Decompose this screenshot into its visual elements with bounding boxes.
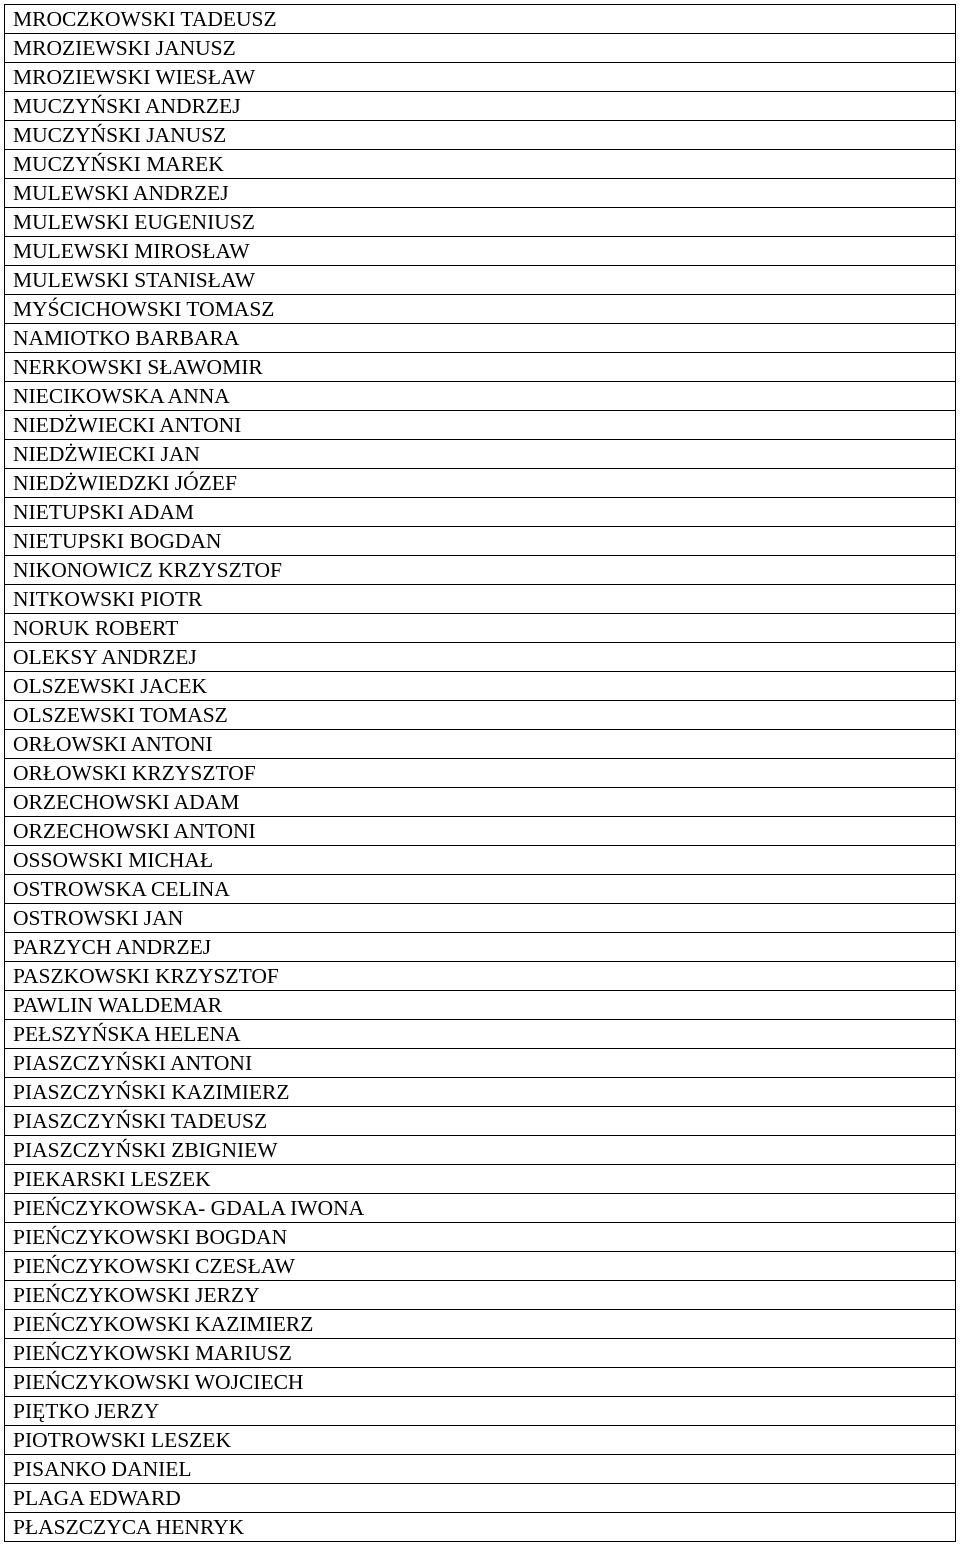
table-row <box>5 1107 956 1136</box>
table-row <box>5 63 956 92</box>
table-row <box>5 1339 956 1368</box>
table-row <box>5 121 956 150</box>
name-cell: PASZKOWSKI KRZYSZTOF <box>5 962 956 991</box>
name-cell: PIEŃCZYKOWSKI KAZIMIERZ <box>5 1310 956 1339</box>
name-cell: OLSZEWSKI TOMASZ <box>5 701 956 730</box>
name-cell: ORZECHOWSKI ADAM <box>5 788 956 817</box>
name-cell: OSTROWSKI JAN <box>5 904 956 933</box>
name-cell: PIASZCZYŃSKI ZBIGNIEW <box>5 1136 956 1165</box>
table-row <box>5 353 956 382</box>
table-row <box>5 556 956 585</box>
name-cell: NIECIKOWSKA ANNA <box>5 382 956 411</box>
table-row <box>5 730 956 759</box>
name-cell: PIEKARSKI LESZEK <box>5 1165 956 1194</box>
name-cell: OSSOWSKI MICHAŁ <box>5 846 956 875</box>
name-cell: NIKONOWICZ KRZYSZTOF <box>5 556 956 585</box>
name-cell: PIĘTKO JERZY <box>5 1397 956 1426</box>
name-cell: MUCZYŃSKI ANDRZEJ <box>5 92 956 121</box>
table-row <box>5 1020 956 1049</box>
name-cell: NIETUPSKI BOGDAN <box>5 527 956 556</box>
name-cell: MULEWSKI ANDRZEJ <box>5 179 956 208</box>
name-cell: PIEŃCZYKOWSKI WOJCIECH <box>5 1368 956 1397</box>
name-cell: NIEDŻWIECKI ANTONI <box>5 411 956 440</box>
name-cell: MYŚCICHOWSKI TOMASZ <box>5 295 956 324</box>
name-cell: PIEŃCZYKOWSKI BOGDAN <box>5 1223 956 1252</box>
name-cell: MROZIEWSKI WIESŁAW <box>5 63 956 92</box>
name-cell: PIEŃCZYKOWSKI JERZY <box>5 1281 956 1310</box>
name-cell: OLSZEWSKI JACEK <box>5 672 956 701</box>
table-row <box>5 34 956 63</box>
table-row <box>5 1397 956 1426</box>
name-cell: NAMIOTKO BARBARA <box>5 324 956 353</box>
table-row <box>5 382 956 411</box>
table-row <box>5 237 956 266</box>
table-row <box>5 701 956 730</box>
name-cell: MROCZKOWSKI TADEUSZ <box>5 5 956 34</box>
table-row <box>5 1426 956 1455</box>
name-cell: ORZECHOWSKI ANTONI <box>5 817 956 846</box>
name-cell: NIEDŻWIECKI JAN <box>5 440 956 469</box>
table-row <box>5 875 956 904</box>
table-row <box>5 498 956 527</box>
table-row <box>5 991 956 1020</box>
table-row <box>5 92 956 121</box>
name-cell: MUCZYŃSKI MAREK <box>5 150 956 179</box>
table-row <box>5 411 956 440</box>
name-cell: PIASZCZYŃSKI ANTONI <box>5 1049 956 1078</box>
table-row <box>5 266 956 295</box>
table-row <box>5 672 956 701</box>
table-row <box>5 1455 956 1484</box>
name-cell: NITKOWSKI PIOTR <box>5 585 956 614</box>
table-row <box>5 324 956 353</box>
names-table <box>4 4 956 1542</box>
table-row <box>5 440 956 469</box>
name-cell: NERKOWSKI SŁAWOMIR <box>5 353 956 382</box>
table-row <box>5 1484 956 1513</box>
name-cell: PARZYCH ANDRZEJ <box>5 933 956 962</box>
table-row <box>5 614 956 643</box>
table-row <box>5 817 956 846</box>
name-cell: PAWLIN WALDEMAR <box>5 991 956 1020</box>
table-row <box>5 585 956 614</box>
table-row <box>5 1513 956 1542</box>
name-cell: PIOTROWSKI LESZEK <box>5 1426 956 1455</box>
table-row <box>5 1223 956 1252</box>
table-row <box>5 788 956 817</box>
table-row <box>5 759 956 788</box>
table-row <box>5 1049 956 1078</box>
name-cell: ORŁOWSKI ANTONI <box>5 730 956 759</box>
table-row <box>5 150 956 179</box>
table-row <box>5 1310 956 1339</box>
table-row <box>5 1252 956 1281</box>
name-cell: MUCZYŃSKI JANUSZ <box>5 121 956 150</box>
table-row <box>5 904 956 933</box>
name-cell: PISANKO DANIEL <box>5 1455 956 1484</box>
table-row <box>5 1194 956 1223</box>
name-cell: NIEDŻWIEDZKI JÓZEF <box>5 469 956 498</box>
name-cell: NORUK ROBERT <box>5 614 956 643</box>
table-row <box>5 846 956 875</box>
table-row <box>5 1165 956 1194</box>
name-cell: PIASZCZYŃSKI TADEUSZ <box>5 1107 956 1136</box>
table-row <box>5 1368 956 1397</box>
name-cell: NIETUPSKI ADAM <box>5 498 956 527</box>
name-cell: PIEŃCZYKOWSKI CZESŁAW <box>5 1252 956 1281</box>
table-row <box>5 1281 956 1310</box>
name-cell: PIEŃCZYKOWSKA- GDALA IWONA <box>5 1194 956 1223</box>
name-cell: PEŁSZYŃSKA HELENA <box>5 1020 956 1049</box>
name-cell: MULEWSKI STANISŁAW <box>5 266 956 295</box>
name-cell: PLAGA EDWARD <box>5 1484 956 1513</box>
name-cell: MULEWSKI EUGENIUSZ <box>5 208 956 237</box>
name-cell: PŁASZCZYCA HENRYK <box>5 1513 956 1542</box>
name-cell: OSTROWSKA CELINA <box>5 875 956 904</box>
table-row <box>5 527 956 556</box>
names-table-body <box>5 5 956 1542</box>
table-row <box>5 295 956 324</box>
name-cell: MULEWSKI MIROSŁAW <box>5 237 956 266</box>
table-row <box>5 643 956 672</box>
name-cell: MROZIEWSKI JANUSZ <box>5 34 956 63</box>
table-row <box>5 1078 956 1107</box>
table-row <box>5 469 956 498</box>
table-row <box>5 208 956 237</box>
name-cell: ORŁOWSKI KRZYSZTOF <box>5 759 956 788</box>
name-cell: PIEŃCZYKOWSKI MARIUSZ <box>5 1339 956 1368</box>
table-row <box>5 179 956 208</box>
table-row <box>5 5 956 34</box>
name-cell: OLEKSY ANDRZEJ <box>5 643 956 672</box>
table-row <box>5 962 956 991</box>
name-cell: PIASZCZYŃSKI KAZIMIERZ <box>5 1078 956 1107</box>
table-row <box>5 1136 956 1165</box>
table-row <box>5 933 956 962</box>
